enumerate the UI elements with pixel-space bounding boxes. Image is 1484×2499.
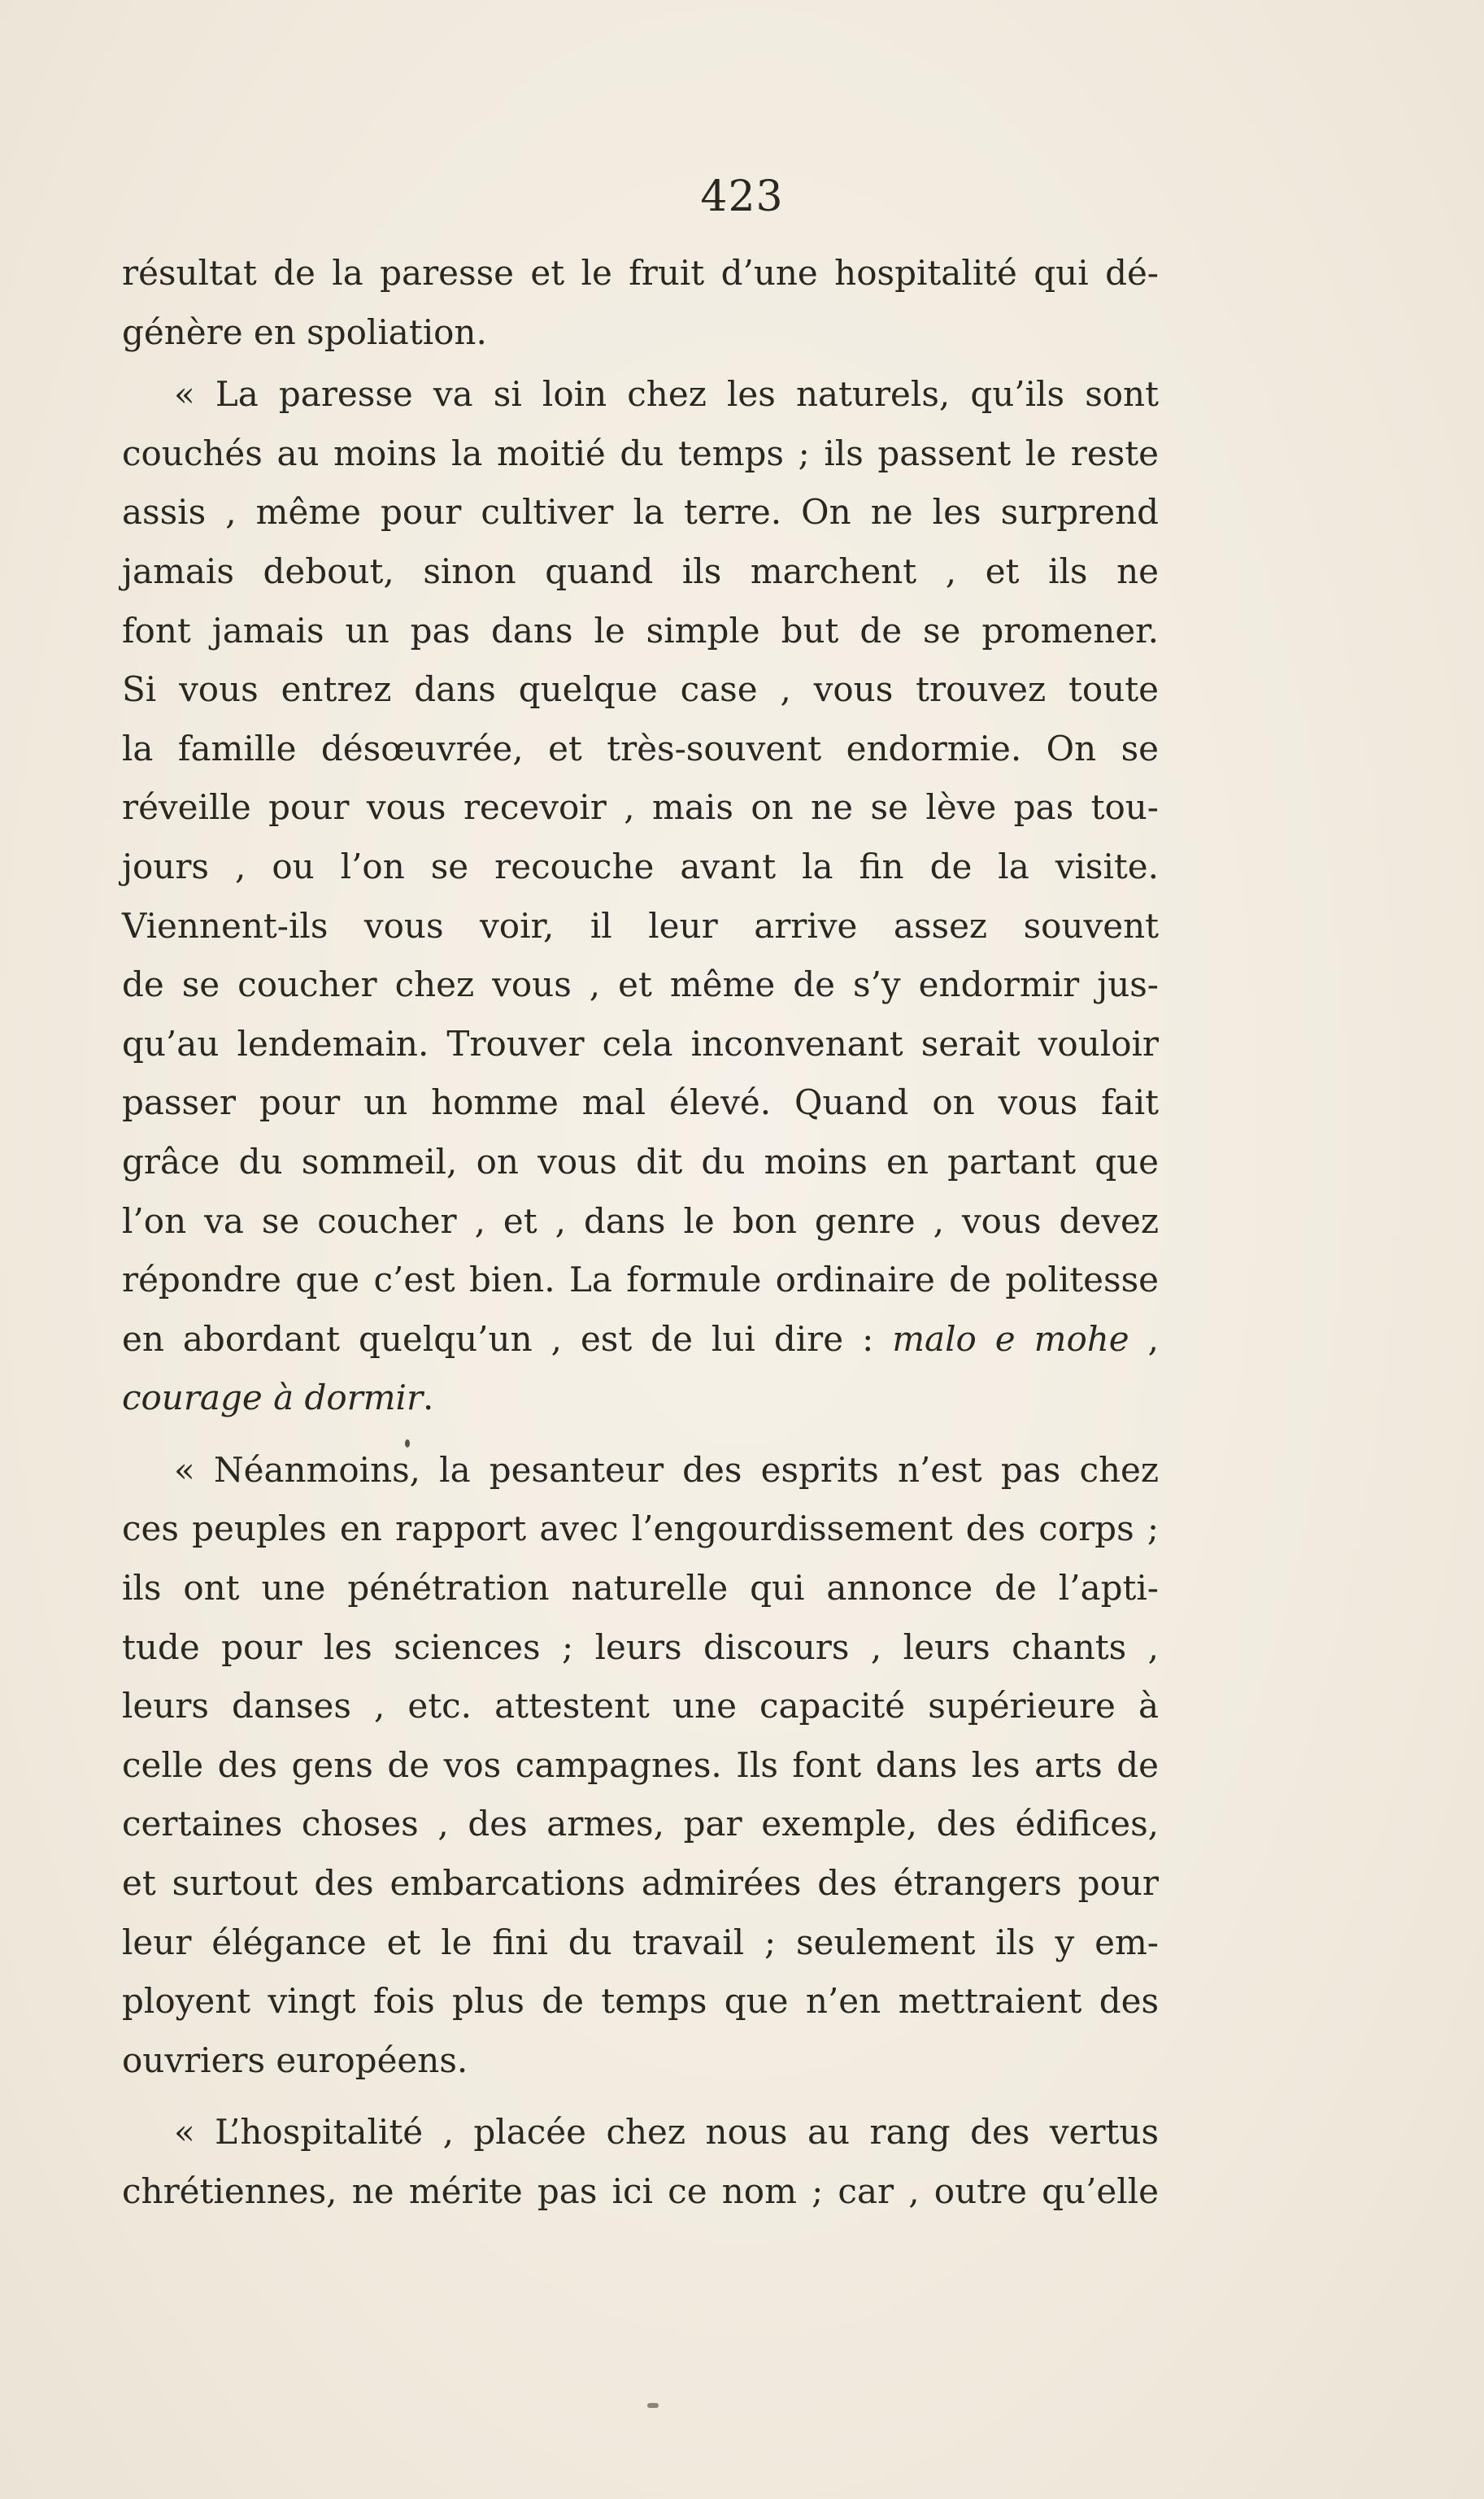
paper-speck [405, 1439, 410, 1448]
text-line: « La paresse va si loin chez les naturels, qu’ils sont [174, 374, 1159, 415]
italic-phrase: malo e mohe [892, 1318, 1129, 1359]
paragraph-3 [122, 1441, 1159, 2091]
text-line: et surtout des embarcations admirées des étrangers pour [122, 1863, 1159, 1904]
text-line: leur élégance et le fini du travail ; seulement ils y em- [122, 1922, 1159, 1962]
text-line: réveille pour vous recevoir , mais on ne se lève pas tou- [122, 787, 1159, 828]
text-line: Si vous entrez dans quelque case , vous trouvez toute [122, 669, 1159, 710]
text-line: l’on va se coucher , et , dans le bon genre , vous devez [122, 1200, 1159, 1241]
text-line: chrétiennes, ne mérite pas ici ce nom ; car , outre qu’elle [122, 2171, 1159, 2211]
text-line: jours , ou l’on se recouche avant la fin de la visite. [122, 846, 1159, 886]
text-line [122, 1369, 1159, 1428]
text-line: tude pour les sciences ; leurs discours , leurs chants , [122, 1626, 1159, 1667]
italic-phrase: courage à dormir [122, 1378, 424, 1418]
text-line: ouvriers européens. [122, 2040, 468, 2080]
text-line: ces peuples en rapport avec l’engourdissement des corps ; [122, 1509, 1159, 1549]
text-line: couchés au moins la moitié du temps ; ils passent le reste [122, 433, 1159, 473]
text-line: « L’hospitalité , placée chez nous au rang des vertus [174, 2112, 1159, 2153]
paragraph-2 [122, 365, 1159, 1428]
punctuation: . [423, 1378, 434, 1418]
text-line [122, 1310, 1159, 1369]
text-line: assis , même pour cultiver la terre. On ne les surprend [122, 492, 1159, 533]
text-line: ployent vingt fois plus de temps que n’en mettraient des [122, 1981, 1159, 2022]
punctuation: , [1129, 1318, 1159, 1359]
text-line: de se coucher chez vous , et même de s’y endormir jus- [122, 964, 1159, 1005]
text-line: leurs danses , etc. attestent une capacité supérieure à [122, 1686, 1159, 1726]
text-line: répondre que c’est bien. La formule ordinaire de politesse [122, 1260, 1159, 1300]
paper-speck [647, 2403, 659, 2408]
text-line: certaines choses , des armes, par exemple, des édifices, [122, 1804, 1159, 1844]
paragraph-1 [122, 244, 1159, 362]
text-line: font jamais un pas dans le simple but de se promener. [122, 610, 1159, 651]
text-line: Viennent-ils vous voir, il leur arrive assez souvent [122, 905, 1159, 946]
paragraph-4 [122, 2103, 1159, 2221]
text-line: grâce du sommeil, on vous dit du moins en partant que [122, 1141, 1159, 1182]
page-number: 423 [700, 172, 784, 221]
text-line: « Néanmoins, la pesanteur des esprits n’est pas chez [174, 1449, 1159, 1490]
text-line: celle des gens de vos campagnes. Ils font dans les arts de [122, 1744, 1159, 1785]
text-line-start: en abordant quelqu’un , est de lui dire : [122, 1318, 874, 1359]
text-line: ils ont une pénétration naturelle qui annonce de l’apti- [122, 1568, 1159, 1609]
text-line: passer pour un homme mal élevé. Quand on vous fait [122, 1082, 1159, 1123]
text-line: la famille désœuvrée, et très-souvent endormie. On se [122, 728, 1159, 768]
body-text [122, 244, 1159, 2222]
text-line: jamais debout, sinon quand ils marchent , et ils ne [122, 551, 1159, 591]
text-line: résultat de la paresse et le fruit d’une hospitalité qui dé- [122, 253, 1159, 293]
text-line: qu’au lendemain. Trouver cela inconvenant serait vouloir [122, 1023, 1159, 1064]
text-line: génère en spoliation. [122, 311, 487, 352]
